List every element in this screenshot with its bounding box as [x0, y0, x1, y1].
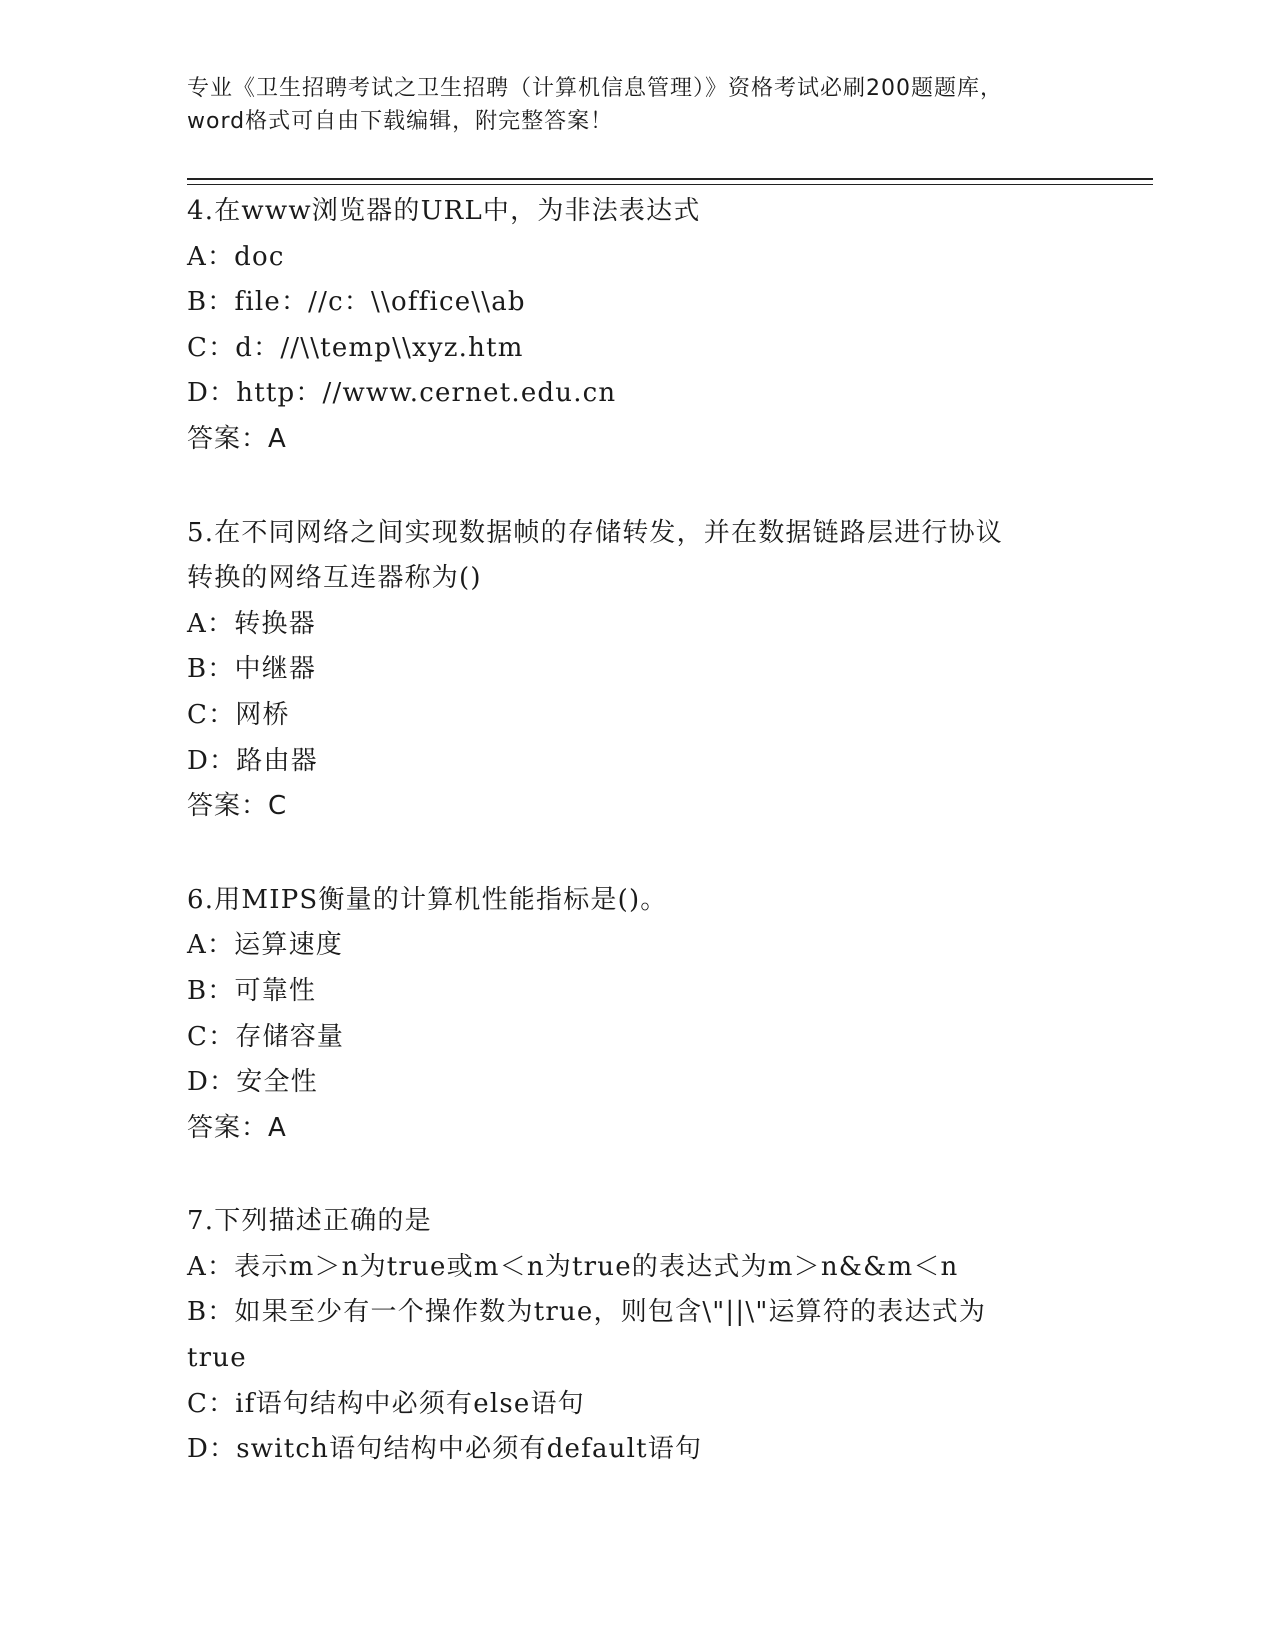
option-a: A：表示m＞n为true或m＜n为true的表达式为m＞n&&m＜n	[187, 1251, 959, 1282]
answer-label: 答案：A	[187, 423, 287, 454]
option-b-continued: true	[187, 1343, 247, 1374]
question-block	[187, 1199, 1107, 1473]
question-stem: 6.用MIPS衡量的计算机性能指标是()。	[187, 884, 668, 915]
option-d: D：路由器	[187, 745, 318, 776]
option-c: C：存储容量	[187, 1021, 345, 1052]
option-a: A：doc	[187, 241, 285, 272]
option-b: B：如果至少有一个操作数为true，则包含\"||\"运算符的表达式为	[187, 1297, 987, 1328]
header-line-2: word格式可自由下载编辑，附完整答案！	[187, 109, 614, 134]
question-stem: 4.在www浏览器的URL中，为非法表达式	[187, 196, 701, 226]
question-stem: 7.下列描述正确的是	[187, 1206, 432, 1237]
answer-label: 答案：A	[187, 1112, 287, 1143]
question-block	[187, 189, 1107, 463]
question-stem-continued: 转换的网络互连器称为()	[187, 563, 482, 594]
question-stem: 5.在不同网络之间实现数据帧的存储转发，并在数据链路层进行协议	[187, 517, 1004, 548]
header-divider	[187, 178, 1153, 180]
document-header	[187, 72, 1087, 138]
header-divider-thin	[187, 184, 1153, 185]
question-block	[187, 878, 1107, 1152]
question-block	[187, 511, 1107, 830]
question-list	[187, 189, 1107, 1521]
option-c: C：if语句结构中必须有else语句	[187, 1388, 585, 1419]
option-a: A：转换器	[187, 608, 316, 639]
option-b: B：可靠性	[187, 975, 317, 1006]
option-c: C：网桥	[187, 699, 290, 730]
option-d: D：switch语句结构中必须有default语句	[187, 1434, 703, 1465]
option-a: A：运算速度	[187, 930, 343, 961]
option-d: D：http：//www.cernet.edu.cn	[187, 378, 617, 409]
option-d: D：安全性	[187, 1067, 318, 1098]
header-line-1: 专业《卫生招聘考试之卫生招聘（计算机信息管理）》资格考试必刷200题题库，	[187, 76, 1003, 101]
answer-label: 答案：C	[187, 791, 288, 822]
option-b: B：中继器	[187, 654, 317, 685]
option-c: C：d：//\\temp\\xyz.htm	[187, 332, 524, 363]
option-b: B：file：//c：\\office\\ab	[187, 287, 526, 318]
